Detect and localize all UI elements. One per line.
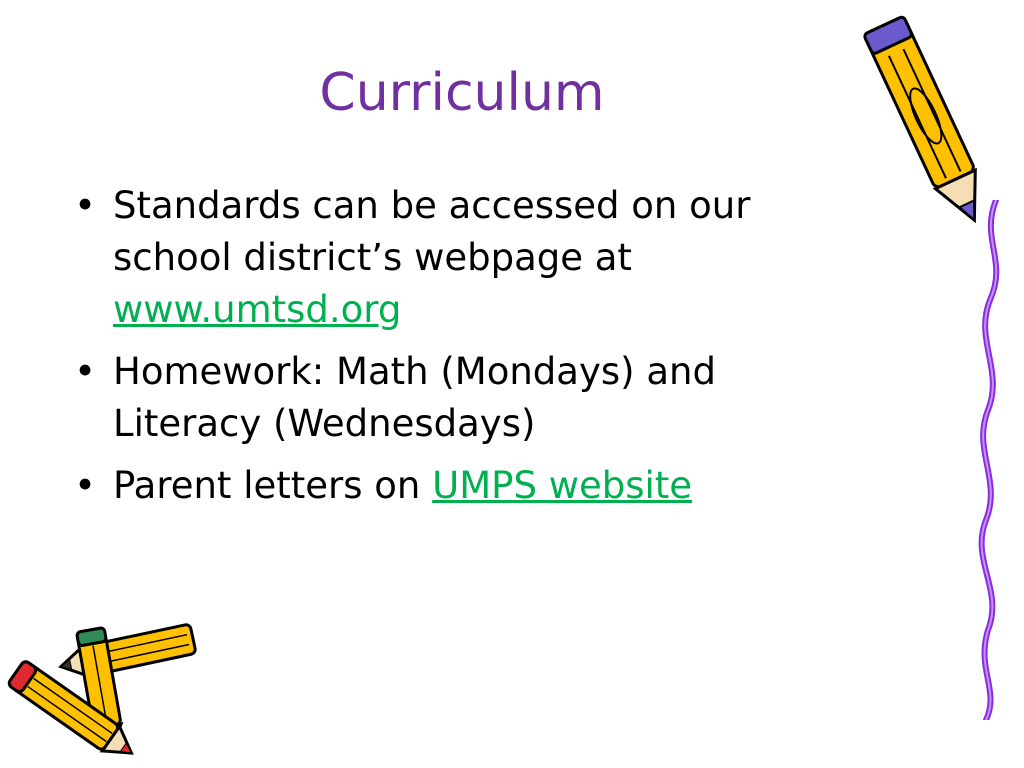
bullet-item-standards bbox=[70, 180, 870, 336]
slide-title: Curriculum bbox=[319, 63, 605, 123]
bullet-list bbox=[70, 180, 870, 522]
bullet-glyph: • bbox=[74, 464, 96, 507]
bullet-text: Homework: Math (Mondays) and Literacy (Wednesdays) bbox=[113, 350, 716, 445]
umps-website-link[interactable]: UMPS website bbox=[432, 464, 693, 507]
squiggle-border bbox=[960, 200, 1020, 720]
bullet-glyph: • bbox=[74, 350, 96, 393]
bullet-text: Standards can be accessed on our school district’s webpage at bbox=[113, 184, 751, 279]
pencils-icon bbox=[0, 615, 210, 755]
bullet-text: Parent letters on bbox=[113, 464, 433, 507]
pencil-icon bbox=[860, 5, 1000, 245]
umtsd-link[interactable]: www.umtsd.org bbox=[113, 288, 402, 331]
bullet-glyph: • bbox=[74, 184, 96, 227]
bullet-item-parent-letters bbox=[70, 460, 870, 512]
bullet-item-homework bbox=[70, 346, 870, 450]
